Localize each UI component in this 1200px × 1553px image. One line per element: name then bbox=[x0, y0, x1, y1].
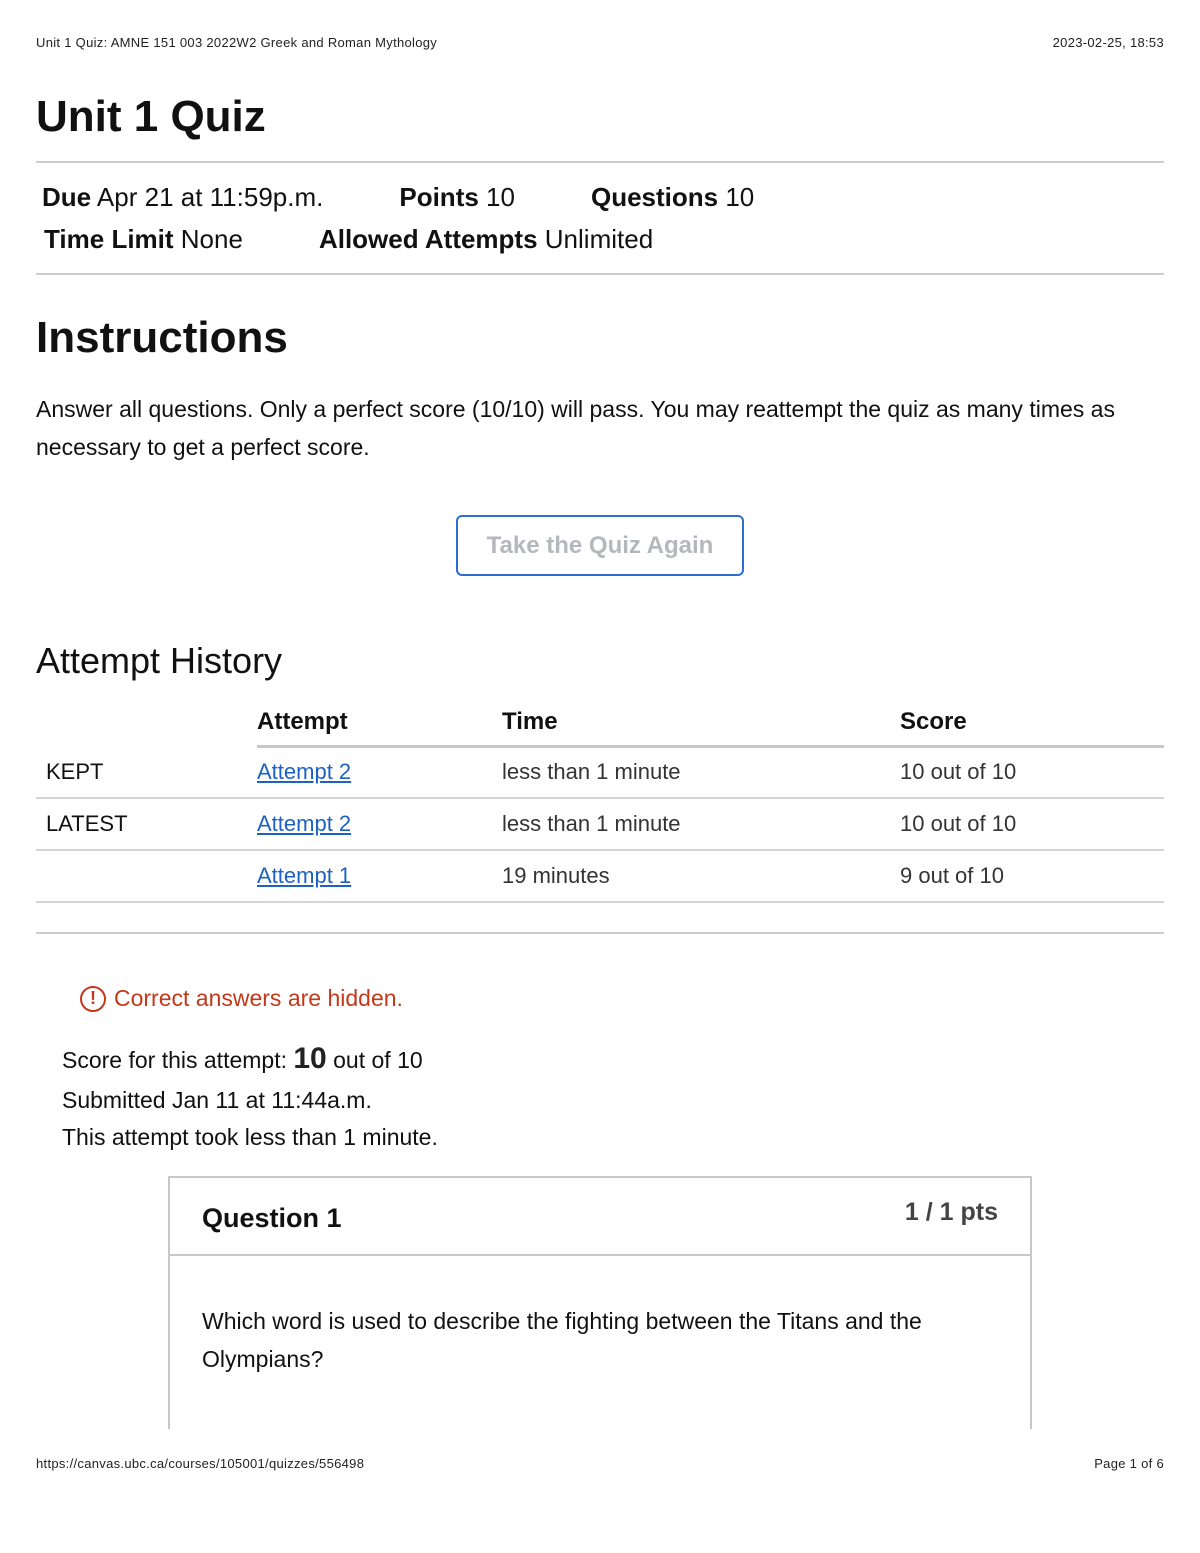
allowed-attempts-value: Unlimited bbox=[544, 224, 654, 254]
attempt-time: less than 1 minute bbox=[502, 798, 900, 850]
time-limit-value: None bbox=[180, 224, 243, 254]
table-header-row bbox=[36, 700, 1164, 746]
points-label: Points bbox=[399, 182, 479, 212]
warning-icon: ! bbox=[80, 986, 106, 1012]
score-suffix: out of 10 bbox=[326, 1047, 423, 1073]
time-limit-label: Time Limit bbox=[44, 224, 174, 254]
print-footer-page: Page 1 of 6 bbox=[1094, 1456, 1164, 1471]
page-title: Unit 1 Quiz bbox=[36, 92, 266, 141]
instructions-heading: Instructions bbox=[36, 313, 288, 362]
question-points: 1 / 1 pts bbox=[904, 1198, 998, 1226]
instructions-text: Answer all questions. Only a perfect score (10/10) will pass. You may reattempt the quiz as many times as necessary to get a perfect score. bbox=[36, 396, 1115, 460]
allowed-attempts-info bbox=[319, 224, 653, 255]
attempt-link[interactable]: Attempt 2 bbox=[257, 811, 352, 836]
score-prefix: Score for this attempt: bbox=[62, 1047, 294, 1073]
print-header bbox=[36, 35, 1164, 50]
attempt-link[interactable]: Attempt 1 bbox=[257, 863, 352, 888]
due-label: Due bbox=[42, 182, 92, 212]
print-footer-url: https://canvas.ubc.ca/courses/105001/quizzes/556498 bbox=[36, 1456, 365, 1471]
points-info bbox=[399, 182, 515, 213]
attempt-status-label bbox=[36, 850, 257, 902]
allowed-attempts-label: Allowed Attempts bbox=[318, 224, 538, 254]
due-info bbox=[42, 182, 323, 213]
column-header-label bbox=[36, 700, 257, 746]
attempt-status-label: LATEST bbox=[36, 798, 257, 850]
attempt-score-line bbox=[62, 1042, 423, 1076]
attempt-score: 9 out of 10 bbox=[900, 850, 1164, 902]
attempt-duration-text: This attempt took less than 1 minute. bbox=[62, 1124, 438, 1150]
question-title: Question 1 bbox=[202, 1203, 342, 1233]
points-value: 10 bbox=[486, 182, 515, 212]
hidden-answers-warning bbox=[80, 985, 403, 1012]
submitted-text: Submitted Jan 11 at 11:44a.m. bbox=[62, 1087, 372, 1113]
question-card bbox=[168, 1176, 1032, 1429]
take-quiz-again-button[interactable]: Take the Quiz Again bbox=[456, 515, 744, 576]
time-limit-info bbox=[44, 224, 243, 255]
column-header-time: Time bbox=[502, 700, 900, 746]
score-value: 10 bbox=[293, 1042, 327, 1075]
print-footer bbox=[36, 1456, 1164, 1471]
quiz-meta-row-1 bbox=[42, 182, 754, 213]
attempt-score: 10 out of 10 bbox=[900, 798, 1164, 850]
divider bbox=[36, 161, 1164, 163]
attempt-history-heading: Attempt History bbox=[36, 640, 283, 681]
divider bbox=[36, 273, 1164, 275]
due-value: Apr 21 at 11:59p.m. bbox=[96, 182, 324, 212]
questions-value: 10 bbox=[725, 182, 755, 212]
attempt-status-label: KEPT bbox=[36, 746, 257, 798]
table-row bbox=[36, 798, 1164, 850]
table-row bbox=[36, 850, 1164, 902]
divider bbox=[36, 932, 1164, 934]
table-row bbox=[36, 746, 1164, 798]
questions-info bbox=[591, 182, 754, 213]
warning-text: Correct answers are hidden. bbox=[114, 985, 403, 1011]
attempt-link[interactable]: Attempt 2 bbox=[257, 759, 352, 785]
question-header bbox=[170, 1178, 1030, 1256]
attempt-score: 10 out of 10 bbox=[900, 746, 1164, 798]
question-text: Which word is used to describe the fighting between the Titans and the Olympians? bbox=[202, 1308, 922, 1372]
quiz-meta-row-2 bbox=[44, 224, 653, 255]
column-header-attempt: Attempt bbox=[257, 700, 502, 746]
attempt-time: 19 minutes bbox=[502, 850, 900, 902]
print-header-title: Unit 1 Quiz: AMNE 151 003 2022W2 Greek and Roman Mythology bbox=[36, 35, 438, 50]
attempt-time: less than 1 minute bbox=[502, 746, 900, 798]
print-header-date: 2023-02-25, 18:53 bbox=[1052, 35, 1164, 50]
attempt-history-table bbox=[36, 700, 1164, 903]
questions-label: Questions bbox=[590, 182, 719, 212]
column-header-score: Score bbox=[900, 700, 1164, 746]
